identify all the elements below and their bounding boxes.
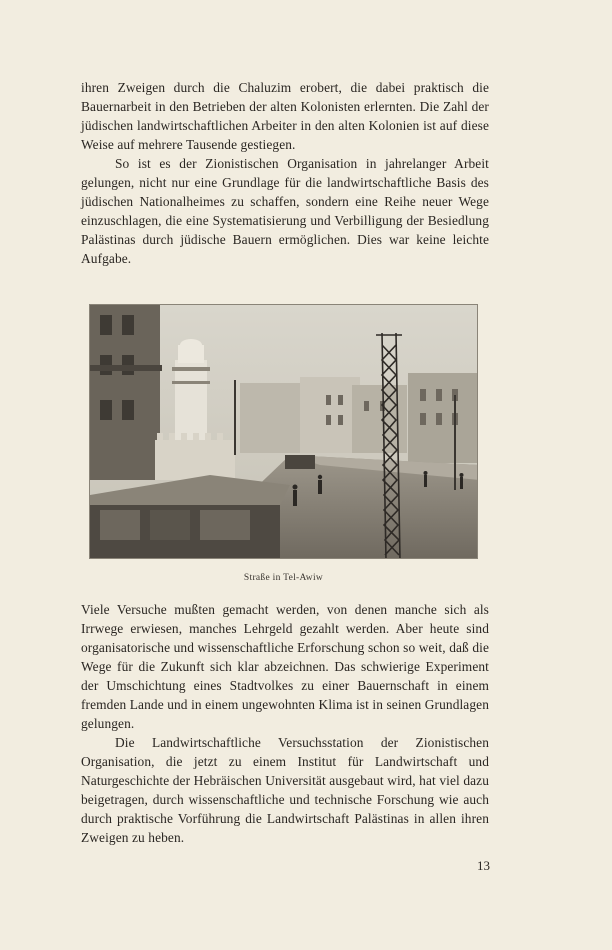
photograph-street-scene xyxy=(89,304,478,559)
paragraph: So ist es der Zionistischen Organisation in jahrelanger Arbeit gelungen, nicht nur eine Grundlage für die landwirtschaftliche Basis des jüdischen Nationalheimes zu schaffen, sondern eine Reihe neuer Wege einzuschlagen, die eine Systematisierung und Verbilligung der Besiedlung Palästinas durch jüdische Bauern ermöglichen. Dies war keine leichte Aufgabe. xyxy=(81,156,489,266)
paragraph: Die Landwirtschaftliche Versuchsstation der Zionistischen Organisation, die jetzt zu einem Institut für Landwirtschaft und Naturgeschichte der Hebräischen Universität ausgebaut wird, hat viel dazu beigetragen, durch wissenschaftliche und technische Forschung wie auch durch praktische Vorführung die Landwirtschaft Palästinas in allen ihren Zweigen zu heben. xyxy=(81,735,489,845)
photo-caption: Straße in Tel-Awiw xyxy=(243,573,324,583)
text-block-top xyxy=(81,78,489,268)
page-number: 13 xyxy=(477,858,490,873)
paragraph: Viele Versuche mußten gemacht werden, von denen manche sich als Irrwege erwiesen, manches Lehrgeld gezahlt werden. Aber heute sind organisatorische und wissenschaftliche Erforschung schon so weit, daß die Wege für die Zukunft sich klar abzeichnen. Das schwierige Experiment der Umschichtung eines Stadtvolkes zu einer Bauernschaft in einem fremden Lande und in einem ungewohnten Klima ist in seinen Grundlagen gelungen. xyxy=(81,602,489,731)
text-block-bottom xyxy=(81,600,489,847)
paragraph: ihren Zweigen durch die Chaluzim erobert, die dabei praktisch die Bauernarbeit in den Betrieben der alten Kolonisten erlernten. Die Zahl der jüdischen landwirtschaftlichen Arbeiter in den alten Kolonien ist auf diese Weise auf mehrere Tausende gestiegen. xyxy=(81,80,489,152)
street-photo-illustration xyxy=(90,305,478,559)
